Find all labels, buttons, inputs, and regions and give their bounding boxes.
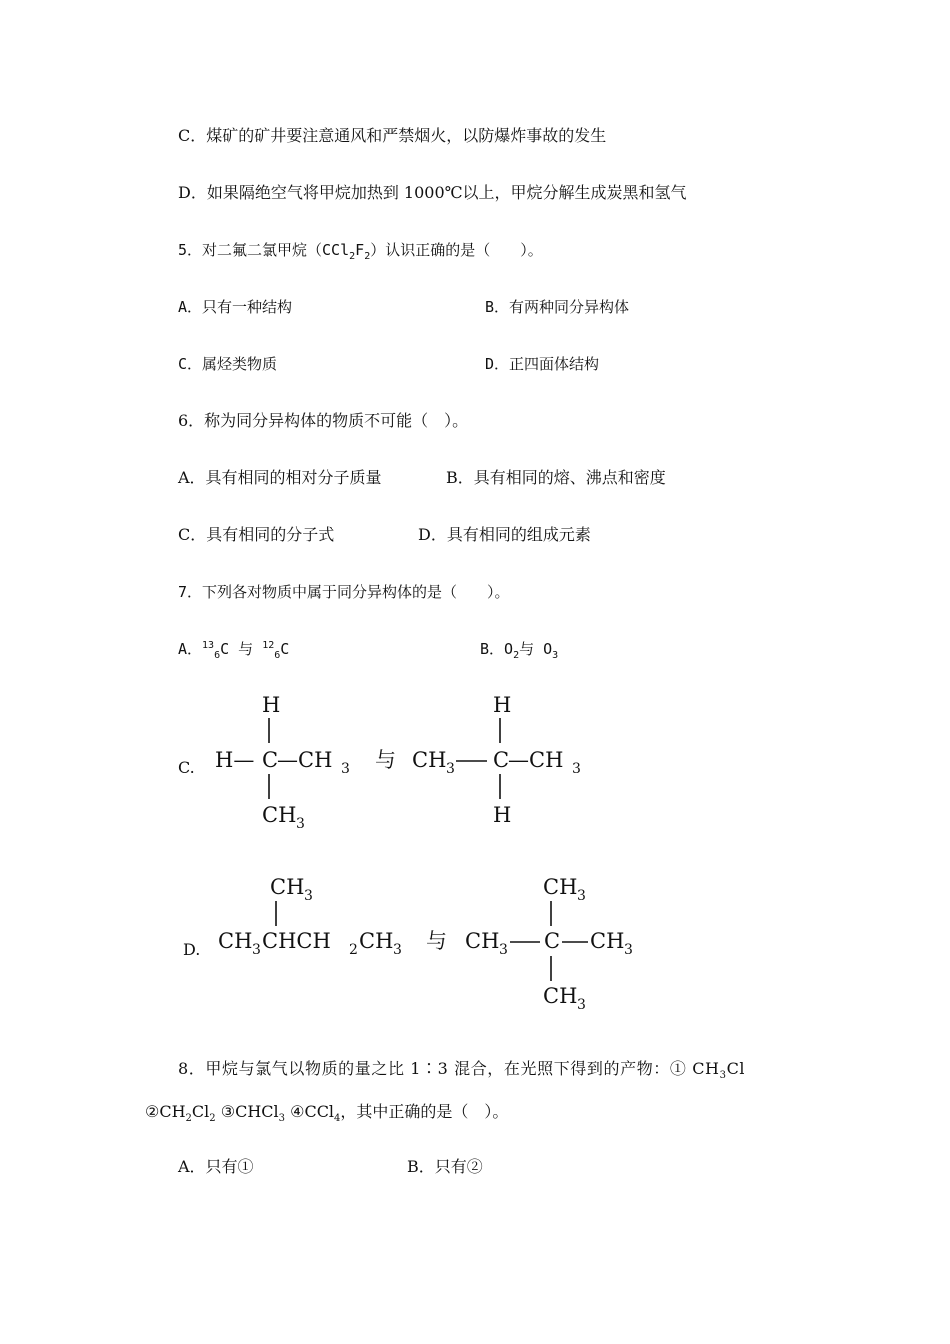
conjunction-yu: 与 <box>426 929 447 953</box>
q8-text: Cl <box>726 1059 746 1078</box>
q7a-element: C <box>220 640 230 658</box>
q5-stem-part: 5．对二氟二氯甲烷（CCl <box>178 241 350 259</box>
q7b-subscript: 2 <box>513 650 520 661</box>
question-8-stem-line-2 <box>145 1102 509 1125</box>
q7a-prefix: A． <box>178 640 203 658</box>
atom-h: H <box>262 693 281 717</box>
q8-subscript: 2 <box>209 1113 216 1125</box>
atom-h: H <box>493 693 512 717</box>
q5-option-d: D．正四面体结构 <box>485 355 600 373</box>
q7b-text: B．O <box>480 640 514 658</box>
q8-subscript: 2 <box>185 1113 192 1125</box>
subscript: 2 <box>349 942 358 958</box>
subscript: 3 <box>304 888 313 904</box>
group-ch3: CH <box>590 929 625 953</box>
group-ch3: —CH <box>277 748 333 772</box>
q7-option-d-label: D. <box>183 940 201 959</box>
q5-subscript: 2 <box>364 251 371 262</box>
group-ch3: CH <box>543 875 578 899</box>
q7-option-a <box>178 639 289 659</box>
q7-option-b <box>480 639 558 659</box>
q7a-element: C <box>280 640 290 658</box>
q8-option-a: A．只有① <box>178 1157 254 1176</box>
subscript: 3 <box>577 888 586 904</box>
question-6-stem: 6．称为同分异构体的物质不可能（ ）。 <box>178 411 469 430</box>
q7a-mass-number: 13 <box>202 640 215 651</box>
subscript: 3 <box>393 942 402 958</box>
q8-text: Cl <box>191 1102 210 1121</box>
group-ch3: CH <box>412 748 447 772</box>
q7-option-d-structure <box>210 868 650 1013</box>
group-ch3: CH <box>359 929 394 953</box>
q7b-text: 与 O <box>519 640 553 658</box>
q6-option-c: C．具有相同的分子式 <box>178 525 335 544</box>
subscript: 3 <box>252 942 261 958</box>
q5-subscript: 2 <box>349 251 356 262</box>
atom-c: C <box>544 929 561 953</box>
q7a-atomic-number: 6 <box>214 650 221 661</box>
group-ch3: —CH <box>508 748 564 772</box>
q8-subscript: 3 <box>719 1070 727 1082</box>
q8-text: ，其中正确的是（ ）。 <box>340 1102 509 1121</box>
subscript: 3 <box>572 761 581 777</box>
q6-option-b: B．具有相同的熔、沸点和密度 <box>446 468 666 487</box>
q6-option-a: A．具有相同的相对分子质量 <box>178 468 382 487</box>
q8-subscript: 4 <box>334 1113 341 1125</box>
group-ch3: CH <box>465 929 500 953</box>
group-ch3: CH <box>262 803 297 827</box>
q7b-subscript: 3 <box>552 650 559 661</box>
q7-option-c-structure <box>205 688 605 828</box>
q5-stem-part: ）认识正确的是（ ）。 <box>370 241 543 259</box>
q7-option-c-label: C. <box>178 758 195 777</box>
q8-text: ②CH <box>145 1102 186 1121</box>
atom-c: C <box>493 748 510 772</box>
chain-chch: CHCH <box>262 929 331 953</box>
q8-text: 8．甲烷与氯气以物质的量之比 1∶3 混合，在光照下得到的产物：① CH <box>178 1059 720 1078</box>
option-c-line: C．煤矿的矿井要注意通风和严禁烟火，以防爆炸事故的发生 <box>178 126 607 145</box>
q8-text: ④CCl <box>285 1102 335 1121</box>
subscript: 3 <box>446 761 455 777</box>
q5-option-c: C．属烃类物质 <box>178 355 278 373</box>
q8-option-b: B．只有② <box>407 1157 483 1176</box>
q5-option-a: A．只有一种结构 <box>178 298 293 316</box>
atom-c: C <box>262 748 279 772</box>
question-8-stem-line-1 <box>178 1059 746 1082</box>
subscript: 3 <box>499 942 508 958</box>
subscript: 3 <box>296 816 305 828</box>
q6-option-d: D．具有相同的组成元素 <box>418 525 591 544</box>
atom-h-bond: H— <box>215 748 255 772</box>
group-ch3: CH <box>218 929 253 953</box>
subscript: 3 <box>624 942 633 958</box>
conjunction-yu: 与 <box>375 748 396 772</box>
subscript: 3 <box>577 997 586 1013</box>
q7a-mass-number: 12 <box>262 640 275 651</box>
q5-stem-part: F <box>355 241 365 259</box>
q5-option-b: B．有两种同分异构体 <box>485 298 630 316</box>
group-ch3: CH <box>543 984 578 1008</box>
subscript: 3 <box>341 761 350 777</box>
q8-subscript: 3 <box>278 1113 286 1125</box>
q8-text: ③CHCl <box>215 1102 279 1121</box>
question-7-stem: 7．下列各对物质中属于同分异构体的是（ ）。 <box>178 583 510 601</box>
option-d-line: D．如果隔绝空气将甲烷加热到 1000℃以上，甲烷分解生成炭黑和氢气 <box>178 183 687 202</box>
atom-h: H <box>493 803 512 827</box>
q7a-conj: 与 <box>229 640 263 658</box>
group-ch3: CH <box>270 875 305 899</box>
question-5-stem <box>178 240 543 260</box>
q7a-atomic-number: 6 <box>274 650 281 661</box>
